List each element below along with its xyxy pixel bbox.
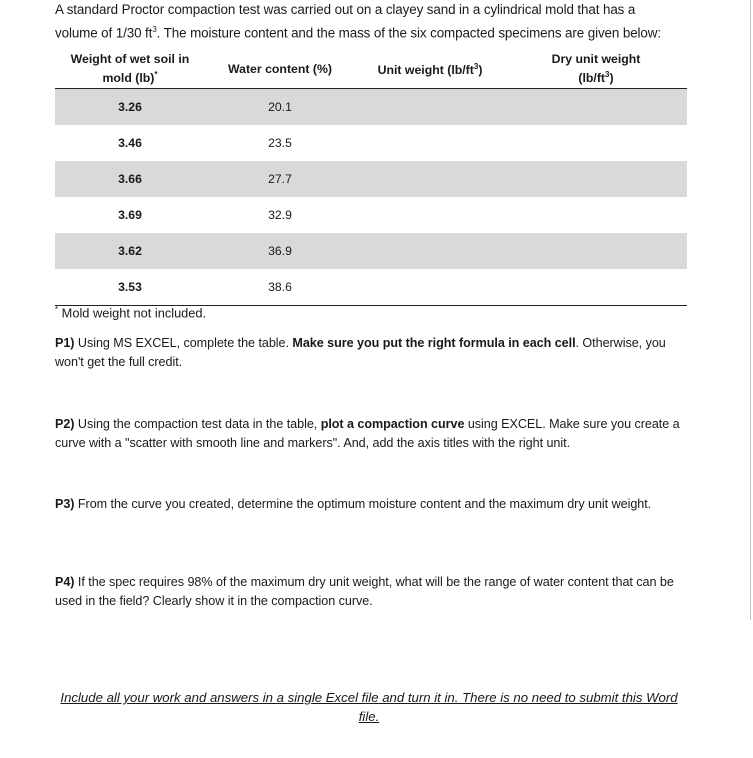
cell-water-content: 23.5 <box>268 136 292 150</box>
cell-water-content: 38.6 <box>205 269 355 306</box>
p3-label: P3) <box>55 497 75 511</box>
table-row <box>55 125 687 161</box>
header-dry-unit-weight: Dry unit weight $(lb/ft^3)$ <box>505 50 687 89</box>
table-row <box>55 269 687 306</box>
cell-dry-unit-weight <box>505 197 687 233</box>
cell-unit-weight <box>355 269 505 306</box>
table-footnote: * Mold weight not included. <box>55 305 207 321</box>
intro-line-2-post: . The moisture content and the mass of the six compacted specimens are given below: <box>156 25 661 41</box>
cell-dry-unit-weight <box>505 89 687 126</box>
cell-unit-weight <box>355 161 505 197</box>
cell-unit-weight <box>355 89 505 126</box>
intro-line-1: A standard Proctor compaction test was carried out on a clayey sand in a cylindrical mold that has a <box>55 2 636 17</box>
cell-water-content: 27.7 <box>205 161 355 197</box>
intro-line-2-pre: volume of 1/30 ft <box>55 25 153 41</box>
compaction-data-table <box>55 50 687 306</box>
cell-unit-weight <box>355 197 505 233</box>
cell-dry-unit-weight <box>505 233 687 269</box>
question-p2: P2) Using the compaction test data in the table, plot a compaction curve using EXCEL. Make sure you create a curve with a "scatter with smooth line and markers". And, add the axis titles with the right unit. <box>55 417 680 450</box>
header-wet-weight: Weight of wet soil in mold (lb)* <box>55 50 205 89</box>
table-row <box>55 197 687 233</box>
submission-instruction: Include all your work and answers in a single Excel file and turn it in. There is no need to submit this Word file. <box>60 690 678 724</box>
cell-wet-weight: 3.26 <box>55 89 205 126</box>
cell-unit-weight <box>355 233 505 269</box>
p2-label: P2) <box>55 417 75 431</box>
page-edge-divider <box>750 0 751 620</box>
cell-wet-weight: 3.62 <box>55 233 205 269</box>
table-row <box>55 233 687 269</box>
intro-superscript: 3 <box>152 25 157 34</box>
question-p4: P4) If the spec requires 98% of the maximum dry unit weight, what will be the range of water content that can be used in the field? Clearly show it in the compaction curve. <box>55 575 674 608</box>
cell-wet-weight: 3.46 <box>118 136 142 150</box>
header-water-content: Water content (%) <box>205 50 355 89</box>
p4-label: P4) <box>55 575 75 589</box>
cell-wet-weight: 3.53 <box>55 269 205 306</box>
table-header-row <box>55 50 687 89</box>
question-p3: P3) From the curve you created, determine the optimum moisture content and the maximum dry unit weight. <box>55 497 652 511</box>
cell-wet-weight: 3.66 <box>55 161 205 197</box>
header-unit-weight: Unit weight $(lb/ft^3)$ <box>355 50 505 89</box>
cell-water-content: 36.9 <box>205 233 355 269</box>
cell-dry-unit-weight <box>505 125 687 161</box>
cell-dry-unit-weight <box>505 161 687 197</box>
table-row <box>55 161 687 197</box>
cell-water-content: 20.1 <box>205 89 355 126</box>
table-row <box>55 89 687 126</box>
cell-water-content: 32.9 <box>268 208 292 222</box>
cell-dry-unit-weight <box>505 269 687 306</box>
intro-paragraph <box>55 0 695 43</box>
cell-wet-weight: 3.69 <box>118 208 142 222</box>
p1-label: P1) <box>55 336 75 350</box>
cell-unit-weight <box>355 125 505 161</box>
question-p1: P1) Using MS EXCEL, complete the table. Make sure you put the right formula in each cell. Otherwise, you won't get the full credit. <box>55 336 666 369</box>
